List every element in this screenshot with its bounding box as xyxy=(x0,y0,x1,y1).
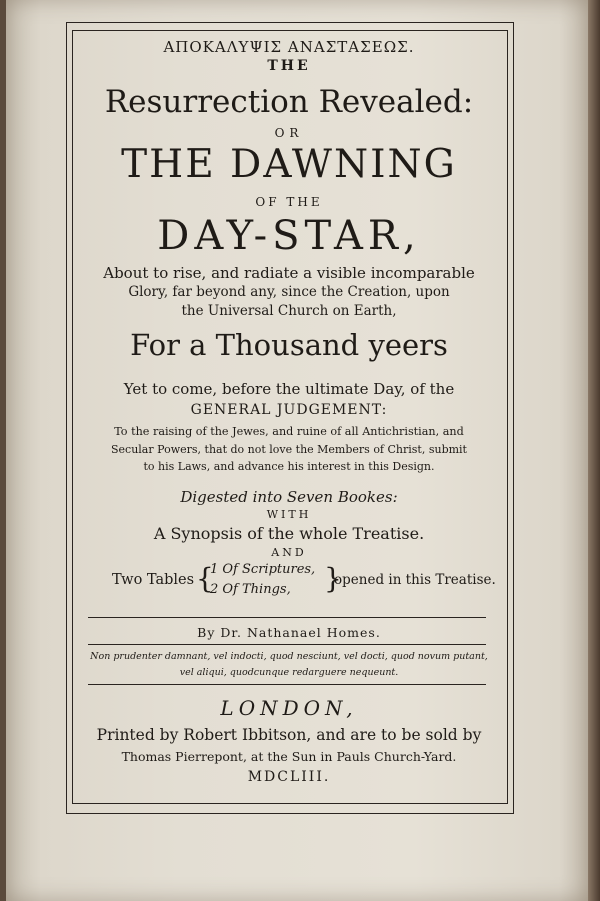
table-item-1: 1 Of Scriptures, xyxy=(210,562,316,577)
rule-top xyxy=(88,617,486,618)
motto-line-1: Non prudenter damnant, vel indocti, quod nesciunt, vel docti, quod novum putant, xyxy=(90,651,488,662)
of-the-label: OF THE xyxy=(255,195,323,209)
date-line: MDCLIII. xyxy=(247,769,331,785)
about-line-2: Glory, far beyond any, since the Creation, upon xyxy=(128,284,450,300)
page-edge xyxy=(588,0,600,901)
and-label: AND xyxy=(271,546,307,559)
with-label: WITH xyxy=(266,508,312,521)
rule-mid xyxy=(88,644,486,645)
general-judgement: GENERAL JUDGEMENT: xyxy=(190,402,388,418)
or-label: OR xyxy=(274,126,304,140)
thousand-title: For a Thousand yeers xyxy=(130,328,448,362)
opened-line: opened in this Treatise. xyxy=(334,572,496,588)
yet-to-come: Yet to come, before the ultimate Day, of the xyxy=(123,380,455,398)
printed-line-2: Thomas Pierrepont, at the Sun in Pauls Church-Yard. xyxy=(121,749,457,764)
daystar-title: DAY-STAR, xyxy=(157,213,421,259)
greek-title: ΑΠΟΚΑΛΥΨΙΣ ΑΝΑΣΤΑΣΕΩΣ. xyxy=(163,38,415,56)
rule-bottom xyxy=(88,684,486,685)
the-label: THE xyxy=(267,58,311,74)
two-tables-row xyxy=(106,562,496,604)
dawning-title: THE DAWNING xyxy=(121,142,457,187)
two-tables-label: Two Tables xyxy=(112,572,195,588)
left-brace: { xyxy=(196,562,214,595)
digested-line: Digested into Seven Bookes: xyxy=(180,488,398,506)
author-line: By Dr. Nathanael Homes. xyxy=(197,625,381,640)
raising-line-1: To the raising of the Jewes, and ruine of all Antichristian, and xyxy=(114,425,464,438)
london-line: LONDON, xyxy=(220,696,358,720)
motto-line-2: vel aliqui, quodcunque redarguere nequeunt. xyxy=(179,667,399,678)
raising-line-2: Secular Powers, that do not love the Members of Christ, submit xyxy=(111,443,467,456)
table-item-2: 2 Of Things, xyxy=(210,582,291,597)
raising-line-3: to his Laws, and advance his interest in this Design. xyxy=(143,460,435,473)
resurrection-title: Resurrection Revealed: xyxy=(104,84,474,120)
synopsis-line: A Synopsis of the whole Treatise. xyxy=(153,524,425,543)
right-brace: } xyxy=(324,562,342,595)
about-line-3: the Universal Church on Earth, xyxy=(181,303,397,319)
printed-line-1: Printed by Robert Ibbitson, and are to be sold by xyxy=(96,726,482,744)
about-line-1: About to rise, and radiate a visible incomparable xyxy=(103,264,475,282)
